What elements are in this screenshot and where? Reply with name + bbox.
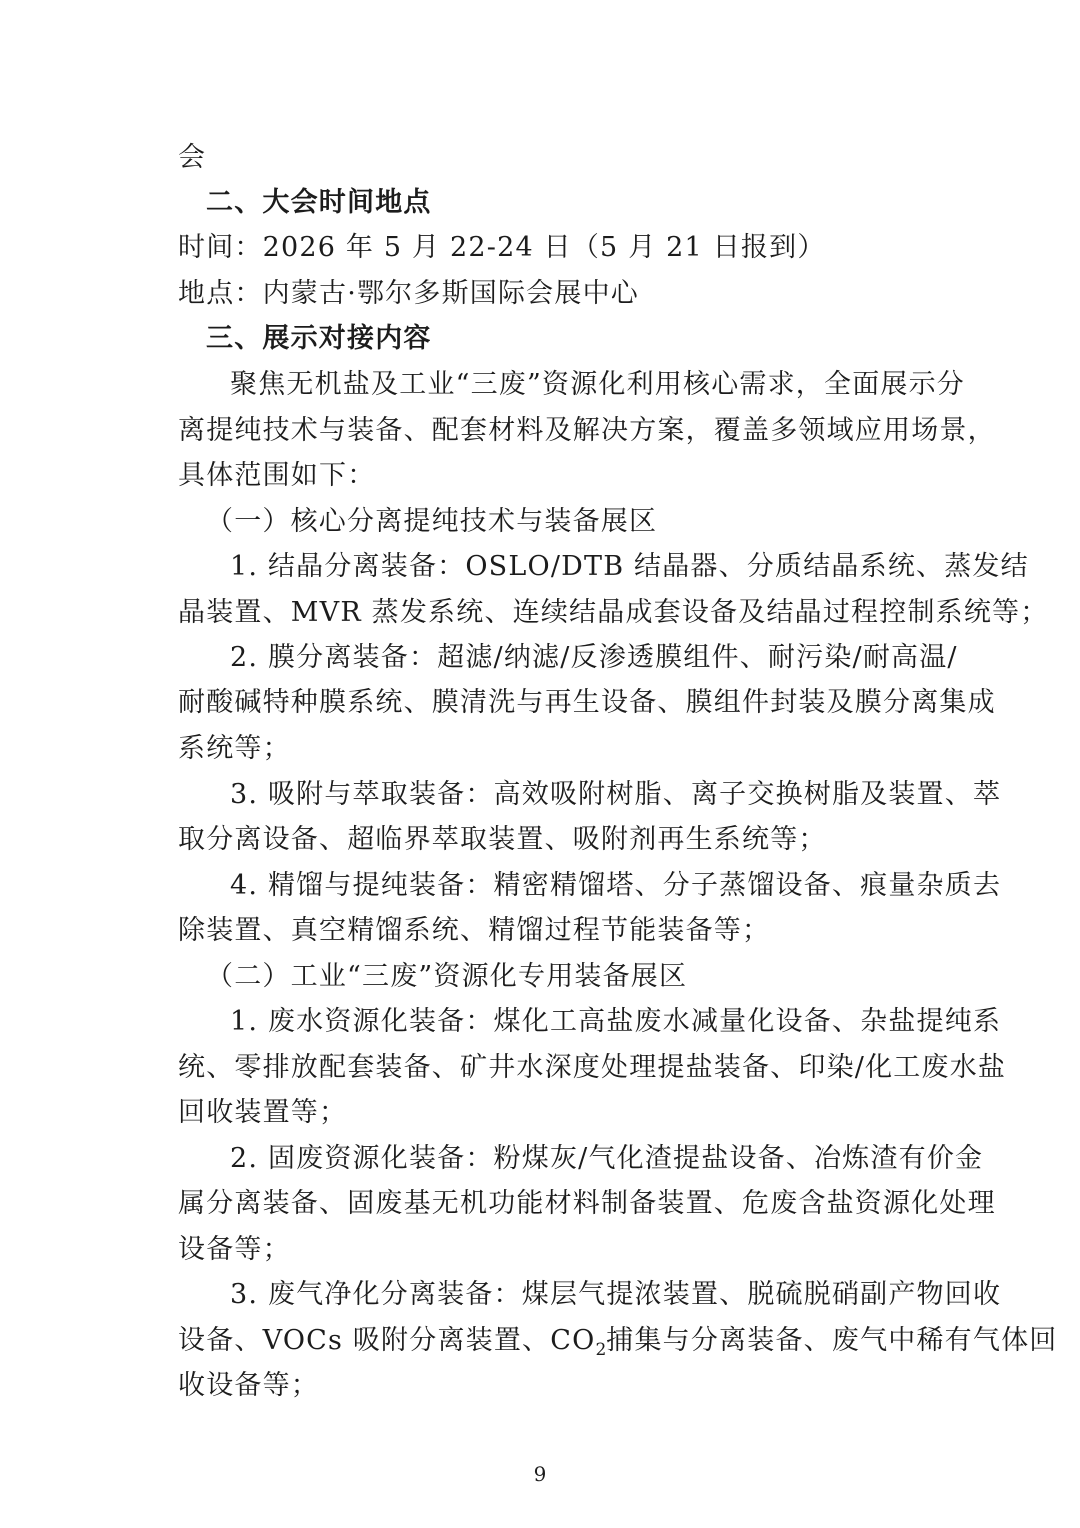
body-text-line: 地点：内蒙古·鄂尔多斯国际会展中心 <box>178 278 639 309</box>
body-text-line: 离提纯技术与装备、配套材料及解决方案，覆盖多领域应用场景， <box>178 415 996 446</box>
section-heading: 三、展示对接内容 <box>206 323 432 354</box>
body-text-line: 取分离设备、超临界萃取装置、吸附剂再生系统等； <box>178 824 827 855</box>
list-item-line: 1. 废水资源化装备：煤化工高盐废水减量化设备、杂盐提纯系 <box>230 1006 1002 1037</box>
list-item-line: 1. 结晶分离装备：OSLO/DTB 结晶器、分质结晶系统、蒸发结 <box>230 551 1029 582</box>
subsection-heading: （二）工业“三废”资源化专用装备展区 <box>206 961 688 992</box>
body-text-line: 收设备等； <box>178 1370 319 1401</box>
body-text-line: 耐酸碱特种膜系统、膜清洗与再生设备、膜组件封装及膜分离集成 <box>178 687 996 718</box>
body-text-line: 具体范围如下： <box>178 460 376 491</box>
list-item-line: 2. 固废资源化装备：粉煤灰/气化渣提盐设备、冶炼渣有价金 <box>230 1143 984 1174</box>
list-item-line: 4. 精馏与提纯装备：精密精馏塔、分子蒸馏设备、痕量杂质去 <box>230 870 1002 901</box>
body-text-line-co2 <box>178 1324 1058 1367</box>
body-text-line: 统、零排放配套装备、矿井水深度处理提盐装备、印染/化工废水盐 <box>178 1052 1007 1083</box>
body-text-line: 回收装置等； <box>178 1097 348 1128</box>
body-text-line: 设备等； <box>178 1234 291 1265</box>
body-text-line: 除装置、真空精馏系统、精馏过程节能装备等； <box>178 915 771 946</box>
body-text-line: 会 <box>178 142 207 173</box>
list-item-line: 2. 膜分离装备：超滤/纳滤/反渗透膜组件、耐污染/耐高温/ <box>230 642 958 673</box>
body-text-line: 聚焦无机盐及工业“三废”资源化利用核心需求，全面展示分 <box>230 369 966 400</box>
subsection-heading: （一）核心分离提纯技术与装备展区 <box>206 506 658 537</box>
body-text-line: 晶装置、MVR 蒸发系统、连续结晶成套设备及结晶过程控制系统等； <box>178 597 1049 628</box>
co2-line-after: 捕集与分离装备、废气中稀有气体回 <box>606 1325 1058 1356</box>
list-item-line: 3. 吸附与萃取装备：高效吸附树脂、离子交换树脂及装置、萃 <box>230 779 1002 810</box>
page-number: 9 <box>533 1462 547 1486</box>
co2-subscript: 2 <box>595 1340 607 1360</box>
body-text-line: 属分离装备、固废基无机功能材料制备装置、危废含盐资源化处理 <box>178 1188 996 1219</box>
section-heading: 二、大会时间地点 <box>206 187 432 218</box>
body-text-line: 时间：2026 年 5 月 22-24 日（5 月 21 日报到） <box>178 232 826 263</box>
list-item-line: 3. 废气净化分离装备：煤层气提浓装置、脱硫脱硝副产物回收 <box>230 1279 1002 1310</box>
body-text-line: 系统等； <box>178 733 291 764</box>
co2-line-before: 设备、VOCs 吸附分离装置、CO <box>178 1325 596 1356</box>
